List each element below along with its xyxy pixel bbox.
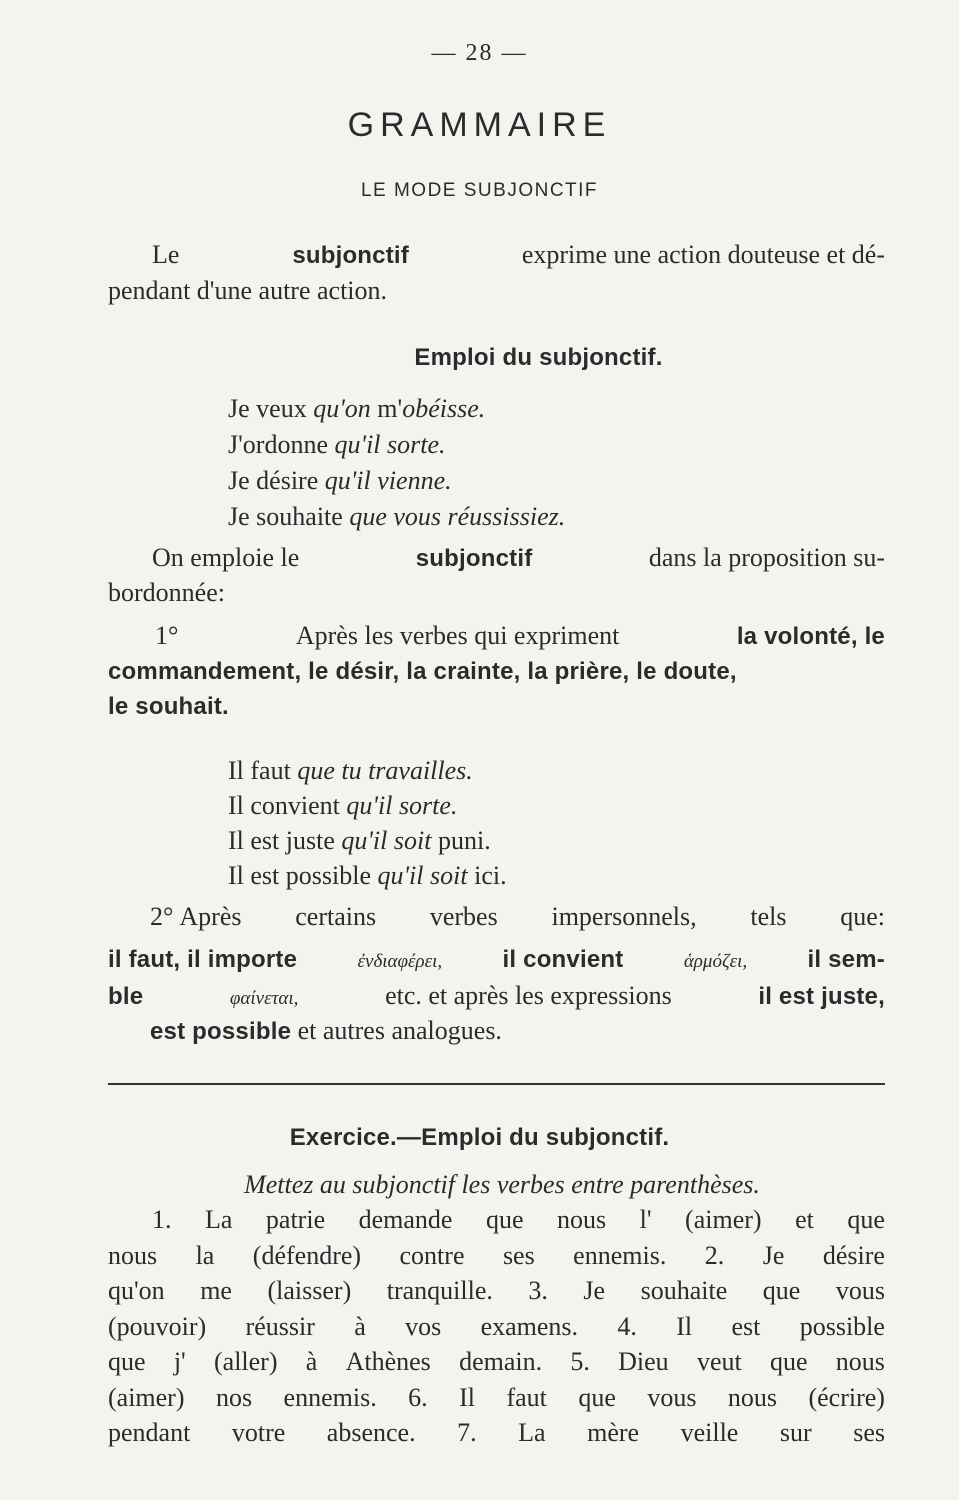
example-plain: Je désire — [228, 466, 325, 495]
exercise-word: qu'on — [108, 1276, 165, 1305]
exercise-word: 3. — [528, 1276, 548, 1305]
example-plain: Il convient — [228, 791, 347, 820]
exercise-word: 7. — [457, 1418, 477, 1447]
greek-word: ἐνδιαφέρει, — [357, 951, 443, 972]
rule-text: Après les verbes qui expriment — [295, 621, 620, 650]
use-line-1 — [152, 543, 885, 574]
exercise-word: que — [485, 1205, 524, 1234]
exercise-word: 5. — [570, 1347, 590, 1376]
rule-keyword: il faut, il importe — [108, 946, 298, 973]
example-italic: qu'on — [313, 394, 371, 423]
exercise-word: La — [205, 1205, 233, 1234]
exercise-word: (aller) — [214, 1347, 278, 1376]
exercise-word: (défendre) — [252, 1241, 362, 1270]
definition-line-2: pendant d'une autre action. — [108, 276, 388, 305]
exercise-word: pendant — [108, 1418, 191, 1447]
rule-keyword: ble — [108, 983, 144, 1010]
example-italic: obéisse. — [402, 394, 486, 423]
exercise-line — [152, 1202, 885, 1238]
use-keyword: subjonctif — [415, 545, 533, 572]
exercise-word: sur — [779, 1418, 812, 1447]
example-italic: soit — [430, 861, 468, 890]
example-italic: qu'il — [341, 826, 388, 855]
rule-keyword: commandement, le désir, la crainte, la prière, le doute, — [108, 658, 737, 685]
exercise-word: ses — [853, 1418, 885, 1447]
exercise-word: mère — [587, 1418, 640, 1447]
rule1-line-3: le souhait. — [108, 693, 229, 720]
exercise-line — [108, 1415, 885, 1451]
example-plain: Il est possible — [228, 861, 378, 890]
example-plain: m' — [370, 394, 403, 423]
exercise-word: Il — [459, 1383, 475, 1412]
emploi-heading: Emploi du subjonctif. — [414, 344, 663, 371]
exercise-word: Dieu — [618, 1347, 669, 1376]
rule-keyword: il convient — [502, 946, 624, 973]
example-plain: Je veux — [228, 394, 314, 423]
exercise-line — [108, 1309, 885, 1345]
example-line — [228, 394, 485, 424]
exercise-instruction: Mettez au subjonctif les verbes entre parenthèses. — [244, 1170, 760, 1199]
exercise-word: nous — [727, 1383, 778, 1412]
definition-keyword: subjonctif — [292, 242, 409, 269]
exercise-word: veut — [696, 1347, 742, 1376]
exercise-word: désire — [822, 1241, 885, 1270]
example-plain: puni. — [431, 826, 491, 855]
exercise-word: la — [195, 1241, 215, 1270]
exercise-word: est — [731, 1312, 761, 1341]
exercise-word: faut — [506, 1383, 547, 1412]
exercise-word: nous — [557, 1205, 607, 1234]
exercise-line — [108, 1380, 885, 1416]
example-italic: travailles. — [368, 756, 473, 785]
use-line-2: bordonnée: — [108, 578, 225, 607]
example-line — [228, 502, 565, 532]
use-text: dans la proposition su- — [648, 543, 885, 572]
exercise-word: nos — [215, 1383, 253, 1412]
exercise-word: 1. — [152, 1205, 172, 1234]
example-italic: vous réussissiez. — [393, 502, 566, 531]
exercise-word: souhaite — [640, 1276, 728, 1305]
exercise-word: absence. — [326, 1418, 416, 1447]
example-italic: soit — [393, 826, 432, 855]
example-italic: sorte. — [398, 791, 458, 820]
exercise-word: Athènes — [345, 1347, 431, 1376]
exercise-word: La — [518, 1418, 546, 1447]
use-text: On emploie le — [152, 543, 300, 572]
example-plain: Il faut — [228, 756, 298, 785]
example-plain: Je souhaite — [228, 502, 350, 531]
exercise-word: que — [769, 1347, 808, 1376]
rule-text: et autres analogues. — [297, 1016, 502, 1045]
rule-keyword: la volonté, le — [736, 623, 885, 650]
section-title: GRAMMAIRE — [347, 106, 612, 144]
rule1-line-1 — [155, 621, 885, 652]
definition-line-1 — [152, 240, 885, 271]
exercise-word: 2. — [704, 1241, 725, 1270]
exercise-word: j' — [173, 1347, 186, 1376]
exercise-word: vos — [405, 1312, 442, 1341]
exercise-word: demande — [358, 1205, 453, 1234]
exercise-word: que — [578, 1383, 616, 1412]
exercise-word: Il — [676, 1312, 693, 1341]
example-line — [228, 466, 452, 496]
exercise-word: ennemis. — [283, 1383, 377, 1412]
exercise-word: (écrire) — [808, 1383, 885, 1412]
exercise-word: à — [305, 1347, 318, 1376]
exercise-line — [108, 1273, 885, 1309]
exercise-word: possible — [799, 1312, 885, 1341]
rule-number: 1° — [155, 621, 179, 650]
exercise-word: tranquille. — [386, 1276, 493, 1305]
rule-text: etc. et après les expressions — [385, 981, 672, 1010]
exercise-word: nous — [108, 1241, 158, 1270]
exercise-word: vous — [835, 1276, 885, 1305]
rule2-line-1 — [150, 902, 885, 932]
example-line — [228, 430, 446, 460]
rule-number: 2° — [150, 902, 174, 931]
exercise-word: et — [795, 1205, 814, 1234]
exercise-word: ennemis. — [573, 1241, 667, 1270]
rule2-line-4 — [150, 1016, 502, 1047]
exercise-word: ses — [502, 1241, 535, 1270]
example-italic: qu'il — [377, 861, 424, 890]
section-subtitle: LE MODE SUBJONCTIF — [360, 180, 599, 201]
exercise-word: que — [108, 1347, 146, 1376]
exercise-word: Je — [583, 1276, 606, 1305]
exercise-word: 4. — [617, 1312, 637, 1341]
exercise-word: l' — [639, 1205, 652, 1234]
example-italic: que tu — [297, 756, 362, 785]
rule1-line-2 — [108, 657, 885, 687]
example-italic: sorte. — [387, 430, 446, 459]
exercise-line — [108, 1238, 885, 1274]
exercise-word: que — [847, 1205, 885, 1234]
example-line — [228, 861, 507, 891]
exercise-word: contre — [399, 1241, 465, 1270]
example-line — [228, 826, 491, 856]
rule-keyword: il sem- — [807, 946, 885, 973]
example-italic: qu'il — [334, 430, 381, 459]
example-line — [228, 756, 473, 786]
exercise-word: 6. — [408, 1383, 428, 1412]
page-number: — 28 — — [431, 40, 528, 66]
example-italic: qu'il — [324, 466, 371, 495]
exercise-word: (aimer) — [108, 1383, 185, 1412]
exercise-word: examens. — [480, 1312, 579, 1341]
rule-keyword: il est juste, — [758, 983, 885, 1010]
exercise-word: (pouvoir) — [108, 1312, 207, 1341]
example-italic: que — [349, 502, 387, 531]
example-plain: ici. — [467, 861, 507, 890]
exercise-heading: Exercice.—Emploi du subjonctif. — [289, 1124, 670, 1151]
exercise-word: demain. — [459, 1347, 543, 1376]
rule-text: Après certains verbes impersonnels, tels que: — [179, 902, 885, 931]
example-plain: J'ordonne — [228, 430, 335, 459]
greek-word: φαίνεται, — [229, 988, 299, 1009]
greek-word: ἁρμόζει, — [683, 951, 748, 972]
example-italic: qu'il — [346, 791, 393, 820]
exercise-word: vous — [647, 1383, 697, 1412]
exercise-word: patrie — [265, 1205, 326, 1234]
section-divider — [108, 1083, 885, 1085]
example-plain: Il est juste — [228, 826, 342, 855]
example-italic: vienne. — [377, 466, 452, 495]
definition-text: exprime une action douteuse et dé- — [521, 240, 885, 269]
exercise-word: que — [762, 1276, 801, 1305]
example-line — [228, 791, 457, 821]
exercise-word: Je — [762, 1241, 785, 1270]
exercise-word: (aimer) — [685, 1205, 762, 1234]
definition-word: Le — [152, 240, 180, 269]
rule2-line-2 — [108, 945, 885, 977]
exercise-line — [108, 1344, 885, 1380]
exercise-word: nous — [835, 1347, 885, 1376]
exercise-word: veille — [680, 1418, 739, 1447]
exercise-word: votre — [231, 1418, 286, 1447]
exercise-word: (laisser) — [267, 1276, 352, 1305]
exercise-word: à — [354, 1312, 366, 1341]
rule2-line-3 — [108, 981, 885, 1014]
rule-keyword: est possible — [150, 1018, 292, 1045]
exercise-word: réussir — [245, 1312, 315, 1341]
exercise-word: me — [200, 1276, 232, 1305]
